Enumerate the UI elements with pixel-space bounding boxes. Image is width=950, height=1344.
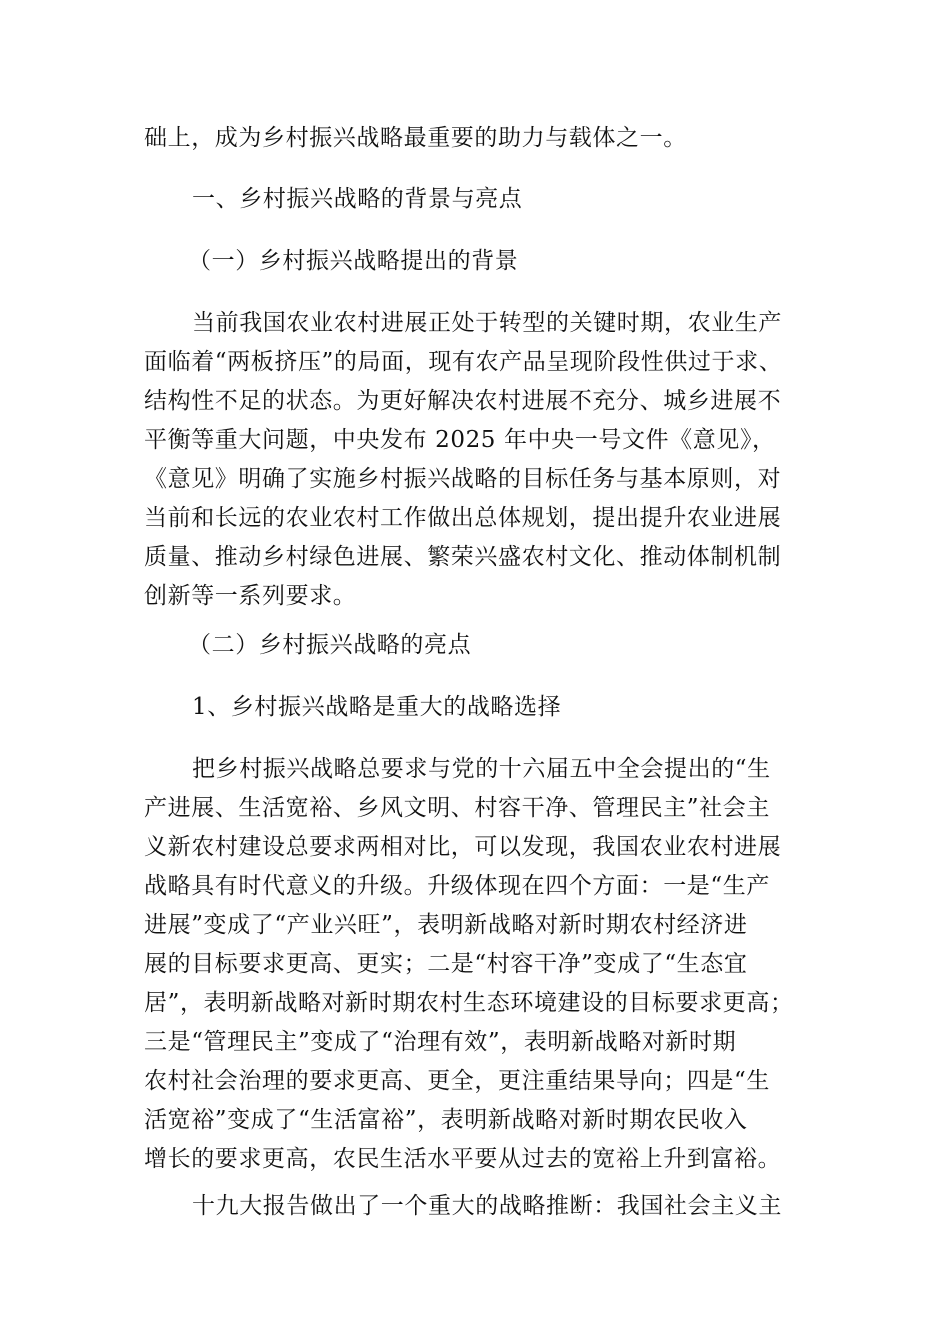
text-line: 产进展、生活宽裕、乡风文明、村容干净、管理民主”社会主 (144, 795, 770, 821)
text-line: 结构性不足的状态。为更好解决农村进展不充分、城乡进展不 (144, 388, 782, 414)
text-line: 战略具有时代意义的升级。升级体现在四个方面：一是“生产 (144, 873, 770, 899)
text-line: 居”，表明新战略对新时期农村生态环境建设的目标要求更高； (144, 990, 794, 1016)
section-heading-1 (144, 180, 824, 219)
text-line: 础上，成为乡村振兴战略最重要的助力与载体之一。 (144, 125, 687, 151)
heading-text: 一、乡村振兴战略的背景与亮点 (192, 186, 523, 212)
text-line: 进展”变成了“产业兴旺”，表明新战略对新时期农村经济进 (144, 912, 748, 938)
text-line: 展的目标要求更高、更实；二是“村容干净”变成了“生态宜 (144, 951, 748, 977)
text-line: 增长的要求更高，农民生活水平要从过去的宽裕上升到富裕。 (144, 1146, 782, 1172)
text-line: 义新农村建设总要求两相对比，可以发现，我国农业农村进展 (144, 834, 782, 860)
text-line: 《意见》明确了实施乡村振兴战略的目标任务与基本原则，对 (144, 466, 782, 492)
text-line: 当前我国农业农村进展正处于转型的关键时期，农业生产 (192, 310, 782, 336)
heading-text: （二）乡村振兴战略的亮点 (188, 632, 472, 658)
text-line: 活宽裕”变成了“生活富裕”，表明新战略对新时期农民收入 (144, 1107, 748, 1133)
heading-text: 1、乡村振兴战略是重大的战略选择 (192, 694, 562, 720)
paragraph-report (144, 1187, 824, 1226)
subsection-heading-2 (144, 626, 824, 665)
text-line: 把乡村振兴战略总要求与党的十六届五中全会提出的“生 (192, 756, 771, 782)
text-line: 面临着“两板挤压”的局面，现有农产品呈现阶段性供过于求、 (144, 349, 783, 375)
text-line: 质量、推动乡村绿色进展、繁荣兴盛农村文化、推动体制机制 (144, 544, 782, 570)
paragraph-comparison (144, 750, 824, 1179)
paragraph-continuation (144, 119, 824, 158)
heading-text: （一）乡村振兴战略提出的背景 (188, 248, 519, 274)
subsection-heading-1 (144, 242, 824, 281)
text-line: 农村社会治理的要求更高、更全，更注重结果导向；四是“生 (144, 1068, 770, 1094)
text-line: 创新等一系列要求。 (144, 583, 357, 609)
paragraph-background (144, 304, 824, 616)
text-line: 平衡等重大问题，中央发布 2025 年中央一号文件《意见》， (144, 427, 776, 453)
text-line: 当前和长远的农业农村工作做出总体规划，提出提升农业进展 (144, 505, 782, 531)
text-line: 十九大报告做出了一个重大的战略推断：我国社会主义主 (192, 1193, 782, 1219)
point-heading-1 (144, 688, 824, 727)
text-line: 三是“管理民主”变成了“治理有效”，表明新战略对新时期 (144, 1029, 737, 1055)
